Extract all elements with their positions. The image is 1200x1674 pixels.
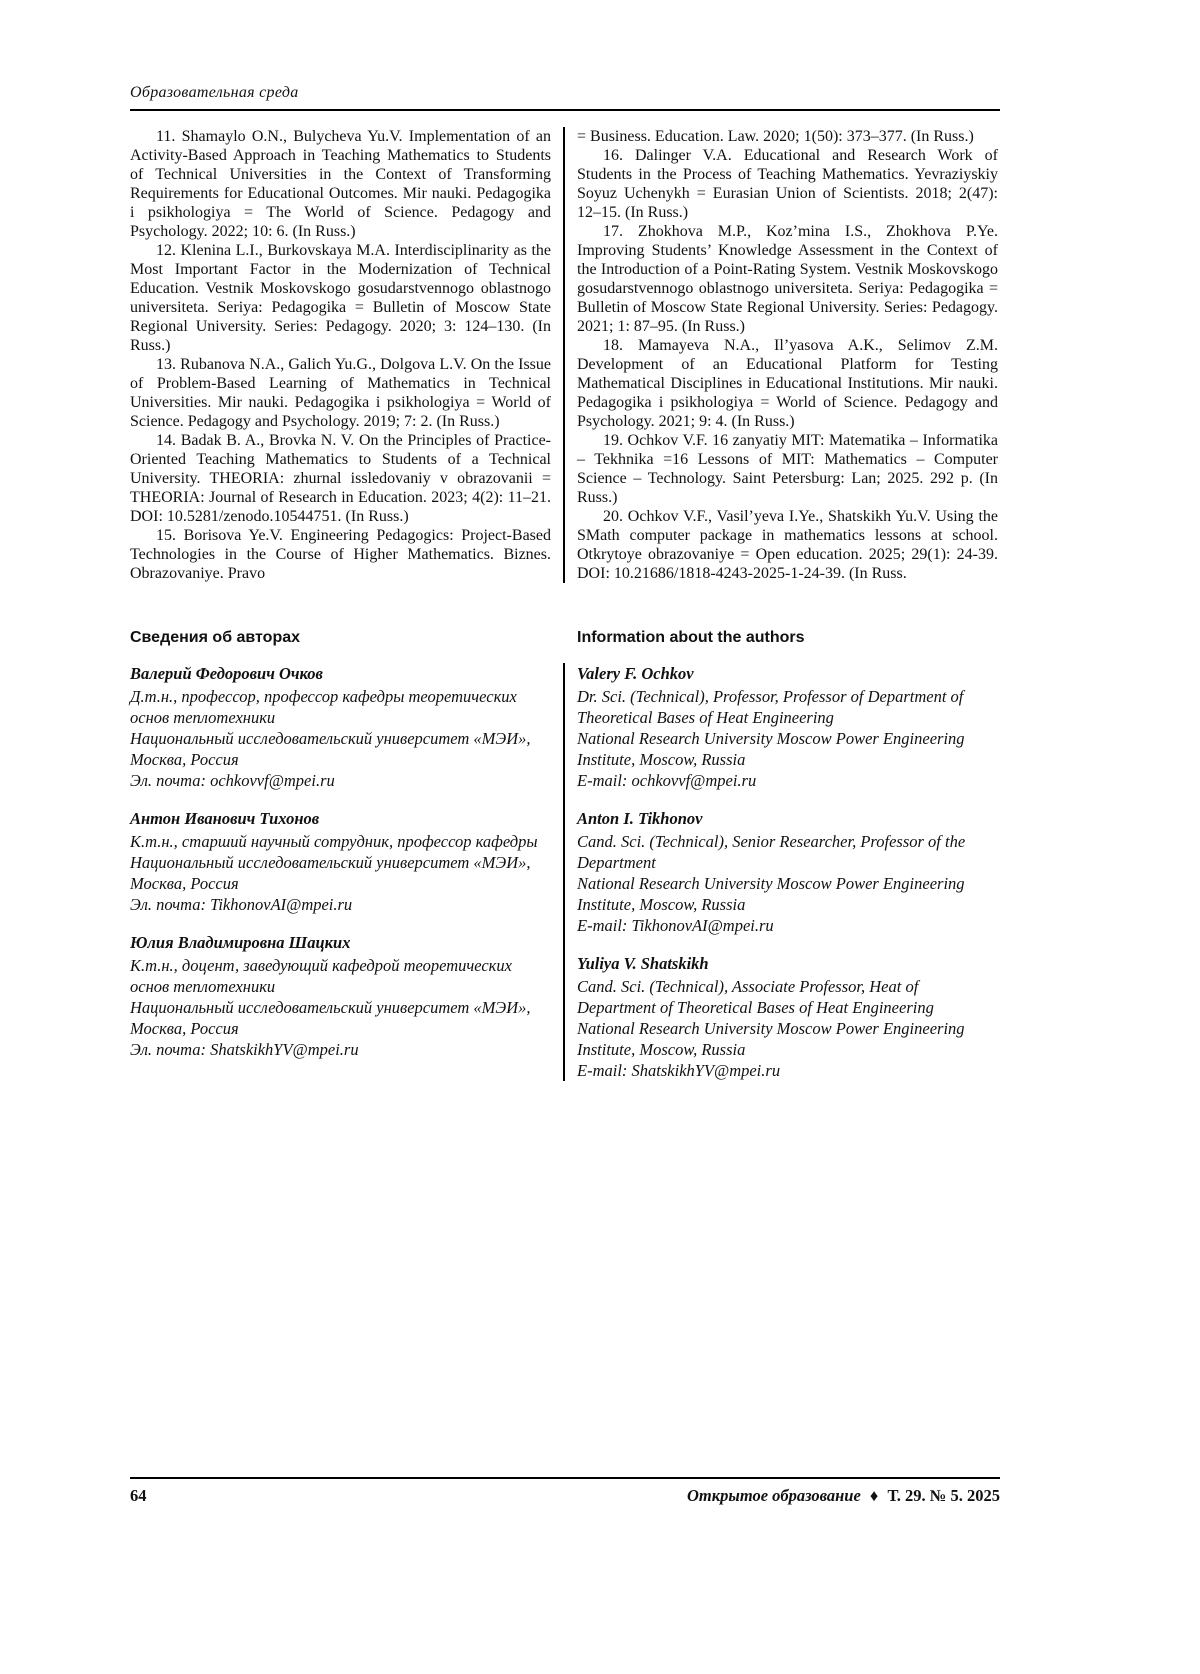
author-name: Антон Иванович Тихонов [130,809,320,828]
author-role: Dr. Sci. (Technical), Professor, Professor of Department of Theoretical Bases of Heat Engineering [577,687,964,727]
author-block-ru-tikhonov [130,808,551,915]
author-role: К.т.н., старший научный сотрудник, профессор кафедры [130,832,538,851]
author-affiliation: National Research University Moscow Power Engineering Institute, Moscow, Russia [577,1019,965,1059]
author-name: Anton I. Tikhonov [577,809,703,828]
journal-issue: Т. 29. № 5. 2025 [887,1486,1000,1505]
author-affiliation: Национальный исследовательский университет «МЭИ», Москва, Россия [130,729,531,769]
author-email: Эл. почта: ShatskikhYV@mpei.ru [130,1040,359,1059]
author-name: Valery F. Ochkov [577,664,694,683]
reference-item-11: 11. Shamaylo O.N., Bulycheva Yu.V. Implementation of an Activity-Based Approach in Teaching Mathematics to Students of Technical Universities in the Context of Transforming Requirements for Educational Outcomes. Mir nauki. Pedagogika i psikhologiya = The World of Science. Pedagogy and Psychology. 2022; 10: 6. (In Russ.) [130,128,551,240]
author-role: К.т.н., доцент, заведующий кафедрой теоретических основ теплотехники [130,956,512,996]
author-affiliation: National Research University Moscow Power Engineering Institute, Moscow, Russia [577,874,965,914]
authors-section [130,663,1000,1081]
authors-heading-en: Information about the authors [577,629,805,646]
reference-item-15-continued: = Business. Education. Law. 2020; 1(50): 373–377. (In Russ.) [577,128,974,145]
authors-ru-column [130,663,551,1081]
reference-item-16: 16. Dalinger V.A. Educational and Research Work of Students in the Process of Teaching Mathematics. Yevraziyskiy Soyuz Uchenykh = Eurasian Union of Scientists. 2018; 2(47): 12–15. (In Russ.) [577,147,998,221]
author-email: E-mail: ochkovvf@mpei.ru [577,771,757,790]
authors-en-column [577,663,998,1081]
author-affiliation: Национальный исследовательский университет «МЭИ», Москва, Россия [130,853,531,893]
author-email: Эл. почта: TikhonovAI@mpei.ru [130,895,353,914]
reference-item-20: 20. Ochkov V.F., Vasil’yeva I.Ye., Shatskikh Yu.V. Using the SMath computer package in mathematics lessons at school. Otkrytoye obrazovaniye = Open education. 2025; 29(1): 24-39. DOI: 10.21686/1818-4243-2025-1-24-39. (In Russ. [577,508,998,582]
journal-footer-line [687,1486,1000,1506]
references-section [130,127,1000,583]
author-name: Yuliya V. Shatskikh [577,954,709,973]
author-affiliation: National Research University Moscow Power Engineering Institute, Moscow, Russia [577,729,965,769]
page-number: 64 [130,1486,147,1505]
reference-item-19: 19. Ochkov V.F. 16 zanyatiy MIT: Matematika – Informatika – Tekhnika =16 Lessons of MIT: Mathematics – Computer Science – Technology. Saint Petersburg: Lan; 2025. 292 p. (In Russ.) [577,432,998,506]
author-role: Д.т.н., профессор, профессор кафедры теоретических основ теплотехники [130,687,517,727]
column-divider [563,663,565,1081]
reference-item-15: 15. Borisova Ye.V. Engineering Pedagogics: Project-Based Technologies in the Course of Higher Mathematics. Biznes. Obrazovaniye. Pravo [130,527,551,582]
header-rule [130,109,1000,111]
author-block-ru-ochkov [130,663,551,791]
author-name: Валерий Федорович Очков [130,664,323,683]
author-email: E-mail: TikhonovAI@mpei.ru [577,916,774,935]
journal-title: Открытое образование [687,1486,861,1505]
reference-item-12: 12. Klenina L.I., Burkovskaya M.A. Interdisciplinarity as the Most Important Factor in the Modernization of Technical Education. Vestnik Moskovskogo gosudarstvennogo oblastnogo universiteta. Seriya: Pedagogika = Bulletin of Moscow State Regional University. Series: Pedagogy. 2020; 3: 124–130. (In Russ.) [130,242,551,354]
authors-heading-row [130,629,1000,647]
diamond-separator-icon: ♦ [869,1486,879,1505]
page-footer [130,1477,1000,1506]
reference-item-14: 14. Badak B. A., Brovka N. V. On the Principles of Practice-Oriented Teaching Mathematics to Students of a Technical University. THEORIA: zhurnal issledovaniy v obrazovanii = THEORIA: Journal of Research in Education. 2023; 4(2): 11–21. DOI: 10.5281/zenodo.10544751. (In Russ.) [130,432,551,525]
author-block-en-ochkov [577,663,998,791]
running-head: Образовательная среда [130,84,299,101]
author-role: Cand. Sci. (Technical), Associate Professor, Heat of Department of Theoretical Bases of Heat Engineering [577,977,934,1017]
author-email: E-mail: ShatskikhYV@mpei.ru [577,1061,781,1080]
references-right-column [577,127,998,583]
author-block-en-shatskikh [577,953,998,1081]
page-content [130,84,1000,1081]
author-affiliation: Национальный исследовательский университет «МЭИ», Москва, Россия [130,998,531,1038]
author-role: Cand. Sci. (Technical), Senior Researcher, Professor of the Department [577,832,966,872]
reference-item-18: 18. Mamayeva N.A., Il’yasova A.K., Selimov Z.M. Development of an Educational Platform for Testing Mathematical Disciplines in Educational Institutions. Mir nauki. Pedagogika i psikhologiya = World of Science. Pedagogy and Psychology. 2021; 9: 4. (In Russ.) [577,337,998,430]
author-block-ru-shatskikh [130,932,551,1060]
author-email: Эл. почта: ochkovvf@mpei.ru [130,771,335,790]
heading-spacer [551,629,577,647]
references-left-column [130,127,551,583]
authors-heading-ru: Сведения об авторах [130,629,301,646]
reference-item-17: 17. Zhokhova M.P., Koz’mina I.S., Zhokhova P.Ye. Improving Students’ Knowledge Assessment in the Context of the Introduction of a Point-Rating System. Vestnik Moskovskogo gosudarstvennogo oblastnogo universiteta. Seriya: Pedagogika = Bulletin of Moscow State Regional University. Series: Pedagogy. 2021; 1: 87–95. (In Russ.) [577,223,998,335]
author-block-en-tikhonov [577,808,998,936]
reference-item-13: 13. Rubanova N.A., Galich Yu.G., Dolgova L.V. On the Issue of Problem-Based Learning of Mathematics in Technical Universities. Mir nauki. Pedagogika i psikhologiya = World of Science. Pedagogy and Psychology. 2019; 7: 2. (In Russ.) [130,356,551,430]
author-name: Юлия Владимировна Шацких [130,933,351,952]
column-divider [563,127,565,583]
